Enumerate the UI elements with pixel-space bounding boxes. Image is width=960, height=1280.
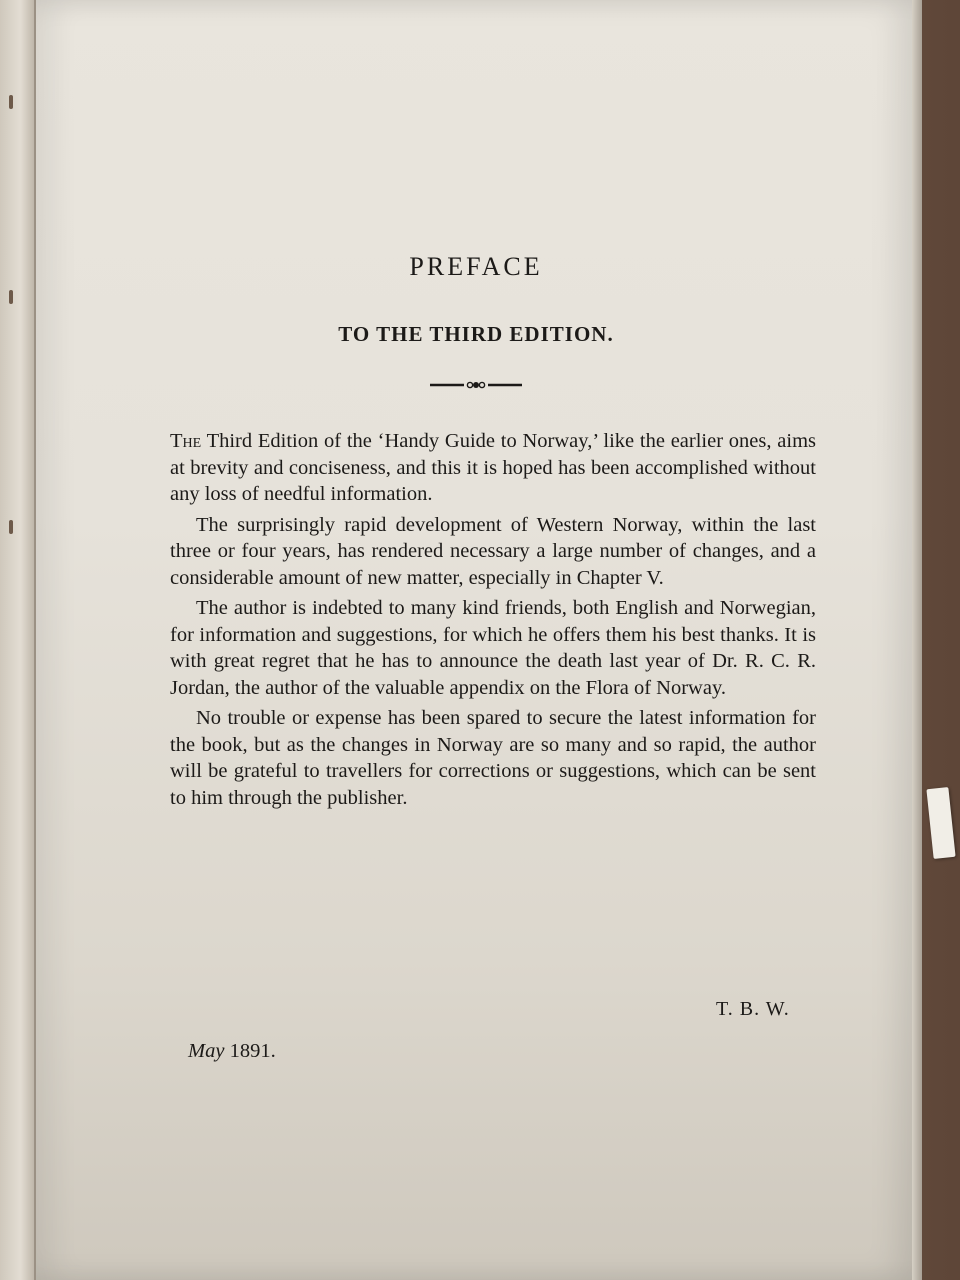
- paragraph-1: [170, 428, 816, 508]
- paragraph-4: No trouble or expense has been spared to secure the latest information for the book, but as the changes in Norway are so many and so rapid, the author will be grateful to travellers for corrections or suggestions, which can be sent to him through the publisher.: [170, 707, 816, 809]
- edition-subtitle: TO THE THIRD EDITION.: [338, 322, 614, 346]
- author-initials: T. B. W.: [716, 998, 790, 1020]
- ornament-divider-icon: [136, 378, 816, 396]
- preface-title: PREFACE: [409, 252, 543, 281]
- book-spine: [0, 0, 36, 1280]
- paragraph-2: The surprisingly rapid development of Western Norway, within the last three or four years, has rendered necessary a large number of changes, and a considerable amount of new matter, especially in Chapter V.: [170, 513, 816, 589]
- book-page: [36, 0, 916, 1280]
- date-month: May: [188, 1040, 225, 1062]
- page-edge: [912, 0, 922, 1280]
- preface-date: [188, 1040, 276, 1063]
- paragraph-3: The author is indebted to many kind friends, both English and Norwegian, for information and suggestions, for which he offers them his best thanks. It is with great regret that he has to announce the death last year of Dr. R. C. R. Jordan, the author of the valuable appendix on the Flora of Norway.: [170, 597, 816, 699]
- binding-stitch: [9, 520, 13, 534]
- paragraph-1-lead: The: [170, 430, 202, 452]
- binding-stitch: [9, 95, 13, 109]
- preface-body: [170, 428, 816, 815]
- paragraph-1-text: Third Edition of the ‘Handy Guide to Norway,’ like the earlier ones, aims at brevity and conciseness, and this it is hoped has been accomplished without any loss of needful information.: [170, 430, 816, 505]
- date-year: 1891.: [229, 1040, 276, 1062]
- binding-stitch: [9, 290, 13, 304]
- paper-scrap: [926, 787, 955, 859]
